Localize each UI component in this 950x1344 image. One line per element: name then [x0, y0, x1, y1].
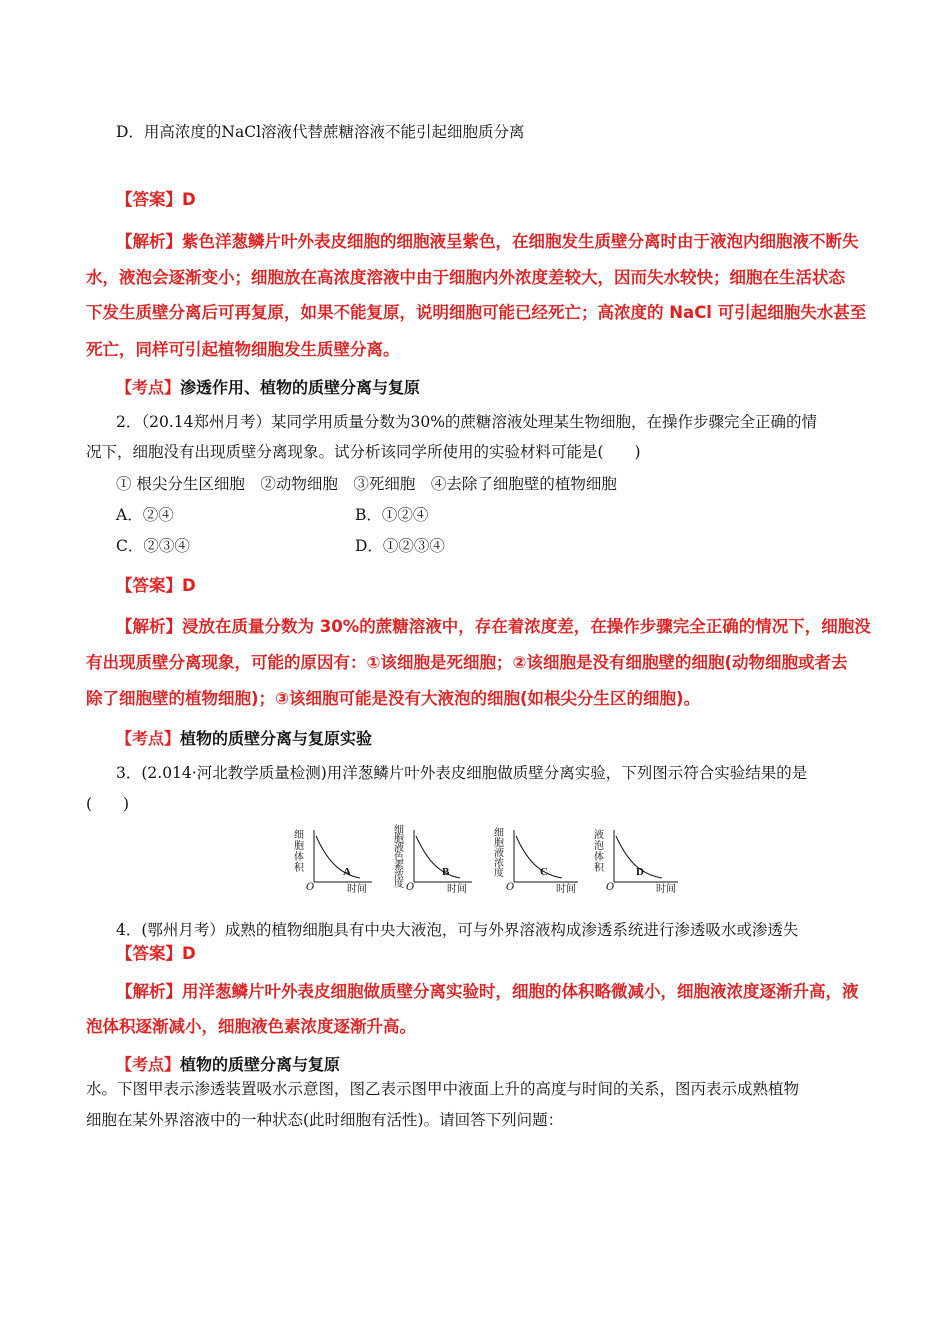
origin-label: O	[606, 882, 615, 893]
q1-analysis-line-3: 下发生质壁分离后可再复原，如果不能复原，说明细胞可能已经死亡；高浓度的 NaCl 可引起细胞失水甚至	[86, 303, 867, 322]
ylabel-char: 细	[294, 830, 304, 841]
answer-value: D	[182, 190, 196, 209]
ylabel-char: 胞	[394, 834, 404, 845]
ylabel-char: 细	[494, 828, 504, 839]
graph-d-ylabel	[594, 828, 605, 874]
ylabel-char: 浓	[494, 858, 504, 869]
answer-value: D	[182, 944, 196, 963]
q1-answer	[116, 190, 196, 210]
ylabel-char: 液	[594, 830, 604, 841]
ylabel-char: 体	[594, 852, 604, 863]
q2-kaodian	[116, 729, 372, 749]
q3-analysis-line-2: 泡体积逐渐减小，细胞液色素浓度逐渐升高。	[86, 1017, 416, 1036]
graph-c-ylabel	[494, 827, 504, 879]
q2-analysis-line-2: 有出现质壁分离现象，可能的原因有：①该细胞是死细胞；②该细胞是没有细胞壁的细胞(动物细胞或者去	[86, 653, 848, 672]
ylabel-char: 浓	[394, 870, 404, 881]
q2-stem-line-2: 况下，细胞没有出现质壁分离现象。试分析该同学所使用的实验材料可能是( )	[86, 443, 641, 461]
kaodian-text: 植物的质壁分离与复原实验	[180, 729, 373, 748]
q2-stem-line-1: 2．（20.14郑州月考）某同学用质量分数为30%的蔗糖溶液处理某生物细胞，在操作步骤完全正确的情	[116, 413, 817, 431]
xlabel: 时间	[656, 884, 676, 894]
graph-c-letter: C	[540, 866, 548, 878]
q1-analysis-line-4: 死亡，同样可引起植物细胞发生质壁分离。	[86, 340, 400, 359]
analysis-text: 用洋葱鳞片叶外表皮细胞做质壁分离实验时，细胞的体积略微减小，细胞液浓度逐渐升高，液	[182, 982, 859, 1001]
xlabel: 时间	[556, 884, 576, 894]
graph-d-letter: D	[636, 866, 644, 878]
ylabel-char: 泡	[594, 841, 604, 852]
ylabel-char: 胞	[294, 841, 304, 852]
q1-option-d: D．用高浓度的NaCl溶液代替蔗糖溶液不能引起细胞质分离	[116, 123, 525, 141]
analysis-text: 浸放在质量分数为 30%的蔗糖溶液中，存在着浓度差，在操作步骤完全正确的情况下，细胞没	[182, 617, 871, 636]
ylabel-char: 胞	[494, 838, 504, 849]
q2-option-a: A．②④	[116, 506, 174, 524]
q1-analysis-line-2: 水，液泡会逐渐变小；细胞放在高浓度溶液中由于细胞内外浓度差较大，因而失水较快；细胞在生活状态	[86, 268, 845, 287]
ylabel-char: 积	[594, 863, 604, 874]
ylabel-char: 积	[294, 863, 304, 874]
graph-d-svg	[592, 824, 682, 894]
q3-analysis-line-1	[116, 982, 859, 1002]
graph-b-svg	[392, 824, 474, 894]
analysis-text: 紫色洋葱鳞片叶外表皮细胞的细胞液呈紫色，在细胞发生质壁分离时由于液泡内细胞液不断失	[182, 232, 859, 251]
xlabel: 时间	[347, 884, 367, 894]
kaodian-text: 植物的质壁分离与复原	[180, 1055, 341, 1074]
xlabel: 时间	[447, 884, 467, 894]
origin-label: O	[306, 882, 315, 893]
answer-tag: 【答案】	[116, 576, 182, 595]
graph-a	[292, 824, 374, 894]
q3-kaodian	[116, 1055, 340, 1075]
q1-analysis-line-1	[116, 232, 859, 252]
q3-stem-line-1: 3．(2.014·河北教学质量检测)用洋葱鳞片叶外表皮细胞做质壁分离实验，下列图示符合实验结果的是	[116, 764, 808, 782]
q4-stem-line-3: 细胞在某外界溶液中的一种状态(此时细胞有活性)。请回答下列问题：	[86, 1111, 564, 1129]
graph-b	[392, 824, 474, 894]
q3-answer	[116, 944, 196, 964]
ylabel-char: 液	[494, 848, 504, 859]
ylabel-char: 色	[394, 852, 404, 863]
answer-tag: 【答案】	[116, 944, 182, 963]
kaodian-tag: 【考点】	[116, 378, 181, 397]
answer-tag: 【答案】	[116, 190, 182, 209]
graph-b-ylabel	[394, 824, 404, 890]
q4-stem-line-1: 4．(鄂州月考）成熟的植物细胞具有中央大液泡，可与外界溶液构成渗透系统进行渗透吸水或渗透失	[116, 921, 799, 939]
ylabel-char: 细	[394, 825, 404, 836]
origin-label: O	[406, 882, 415, 893]
q3-stem-line-2: ( )	[86, 795, 130, 813]
curve	[416, 836, 460, 878]
ylabel-char: 度	[494, 868, 504, 879]
kaodian-tag: 【考点】	[116, 1055, 181, 1074]
q2-items: ① 根尖分生区细胞 ②动物细胞 ③死细胞 ④去除了细胞壁的植物细胞	[116, 475, 617, 493]
curve	[516, 836, 562, 878]
q2-analysis-line-3: 除了细胞壁的植物细胞)；③该细胞可能是没有大液泡的细胞(如根尖分生区的细胞)。	[86, 689, 701, 708]
graph-a-svg	[292, 824, 374, 894]
q2-analysis-line-1	[116, 617, 871, 637]
q2-option-d: D．①②③④	[355, 537, 445, 555]
ylabel-char: 液	[394, 843, 404, 854]
q2-option-b: B．①②④	[355, 506, 429, 524]
graph-a-ylabel	[294, 829, 305, 874]
analysis-tag: 【解析】	[116, 232, 182, 251]
kaodian-text: 渗透作用、植物的质壁分离与复原	[180, 378, 421, 397]
ylabel-char: 体	[294, 852, 304, 863]
origin-label: O	[506, 882, 515, 893]
answer-value: D	[182, 576, 196, 595]
analysis-tag: 【解析】	[116, 617, 182, 636]
q2-option-c: C．②③④	[116, 537, 190, 555]
graph-d	[592, 824, 682, 894]
graph-c-svg	[492, 824, 582, 894]
q1-kaodian	[116, 378, 420, 398]
ylabel-char: 素	[394, 861, 404, 872]
curve	[316, 836, 360, 878]
graph-b-letter: B	[442, 866, 450, 878]
q2-answer	[116, 576, 196, 596]
graph-a-letter: A	[343, 866, 351, 878]
kaodian-tag: 【考点】	[116, 729, 181, 748]
graph-c	[492, 824, 582, 894]
analysis-tag: 【解析】	[116, 982, 182, 1001]
ylabel-char: 度	[394, 879, 404, 890]
q4-stem-line-2: 水。下图甲表示渗透装置吸水示意图，图乙表示图甲中液面上升的高度与时间的关系，图丙表示成熟植物	[86, 1080, 800, 1098]
